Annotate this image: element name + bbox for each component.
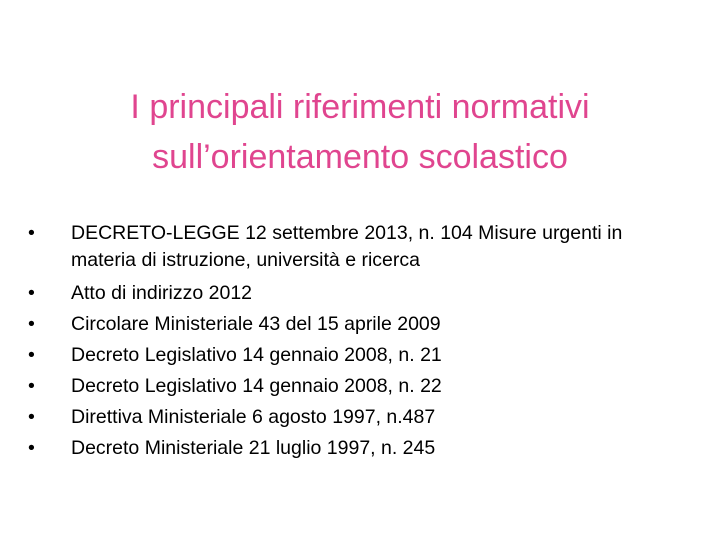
list-item-text: Direttiva Ministeriale 6 agosto 1997, n.487: [71, 406, 436, 428]
list-item: [28, 433, 668, 464]
list-item: [28, 371, 668, 402]
list-item: [28, 340, 668, 371]
list-item-text: Atto di indirizzo 2012: [71, 282, 253, 304]
bullet-icon: •: [28, 375, 35, 397]
bullet-icon: •: [28, 344, 35, 366]
list-item-text: Circolare Ministeriale 43 del 15 aprile 2009: [71, 313, 441, 335]
bullet-list: [28, 220, 668, 464]
list-item: [28, 220, 668, 278]
list-item: [28, 278, 668, 309]
list-item: [28, 309, 668, 340]
list-item-text: Decreto Legislativo 14 gennaio 2008, n. 21: [71, 344, 442, 366]
list-item-text: Decreto Ministeriale 21 luglio 1997, n. 245: [71, 437, 436, 459]
list-item: [28, 402, 668, 433]
bullet-icon: •: [28, 437, 35, 459]
bullet-icon: •: [28, 313, 35, 335]
slide-title-line-2: sull’orientamento scolastico: [152, 138, 568, 176]
list-item-text: Decreto Legislativo 14 gennaio 2008, n. 22: [71, 375, 442, 397]
bullet-icon: •: [28, 282, 35, 304]
list-item-text: DECRETO-LEGGE 12 settembre 2013, n. 104 Misure urgenti in materia di istruzione, università e ricerca: [71, 222, 623, 271]
bullet-icon: •: [28, 222, 35, 244]
slide-title: [60, 82, 660, 182]
slide-title-line-1: I principali riferimenti normativi: [130, 88, 590, 126]
bullet-icon: •: [28, 406, 35, 428]
